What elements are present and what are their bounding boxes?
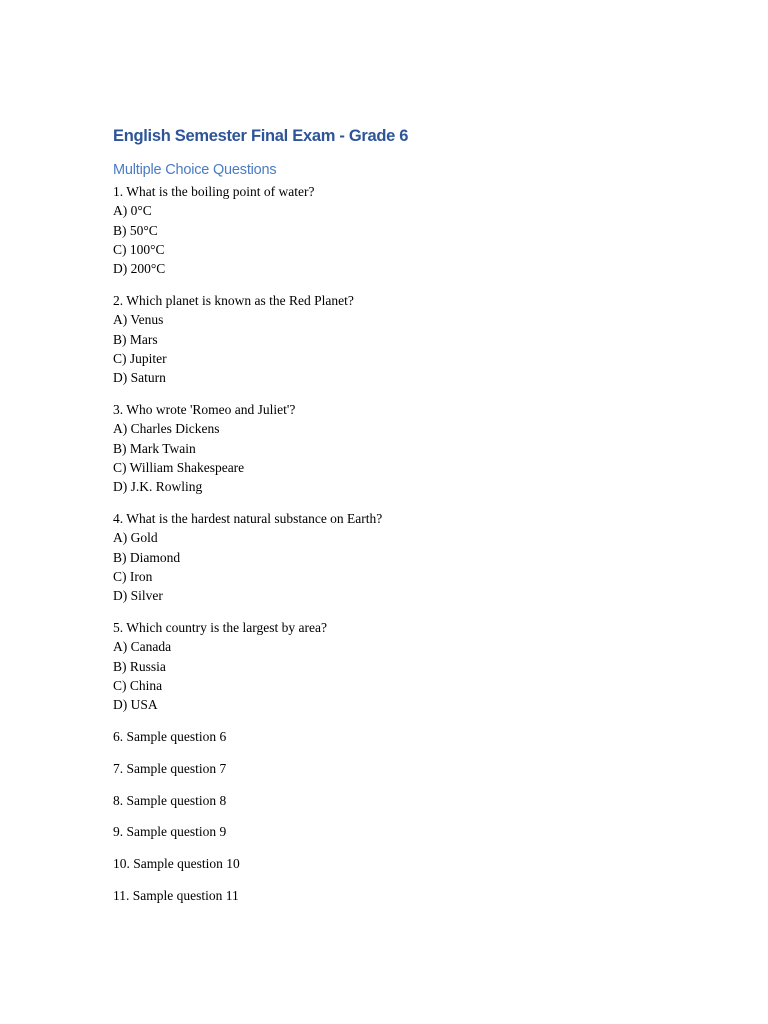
answer-option: B) Mark Twain [113, 440, 196, 456]
section-heading: Multiple Choice Questions [113, 162, 277, 178]
question-text: 3. Who wrote 'Romeo and Juliet'? [113, 401, 296, 417]
question-text: 1. What is the boiling point of water? [113, 184, 315, 199]
question-11 [113, 886, 713, 905]
question-text: 5. Which country is the largest by area? [113, 619, 327, 635]
answer-option: A) Venus [113, 312, 164, 328]
question-list [113, 182, 713, 905]
question-text: 2. Which planet is known as the Red Planet? [113, 292, 354, 308]
answer-option: C) 100°C [113, 241, 165, 257]
question-text: 4. What is the hardest natural substance on Earth? [113, 510, 383, 526]
question-9 [113, 822, 713, 841]
question-3 [113, 400, 713, 496]
answer-option: D) Saturn [113, 370, 166, 386]
question-text: 10. Sample question 10 [113, 856, 240, 872]
answer-option: D) 200°C [113, 261, 166, 277]
answer-option: D) J.K. Rowling [113, 479, 203, 495]
question-text: 6. Sample question 6 [113, 728, 227, 744]
answer-option: C) China [113, 677, 163, 693]
answer-option: D) Silver [113, 588, 163, 604]
answer-option: C) Jupiter [113, 350, 167, 366]
question-2 [113, 291, 713, 387]
question-1 [113, 182, 713, 278]
question-text: 9. Sample question 9 [113, 824, 227, 840]
question-text: 11. Sample question 11 [113, 887, 239, 903]
question-7 [113, 759, 713, 778]
answer-option: D) USA [113, 697, 158, 713]
answer-option: C) Iron [113, 568, 153, 584]
question-10 [113, 854, 713, 873]
answer-option: B) Russia [113, 658, 166, 674]
question-text: 8. Sample question 8 [113, 792, 227, 808]
answer-option: A) Charles Dickens [113, 421, 220, 437]
answer-option: B) Mars [113, 331, 158, 347]
answer-option: B) Diamond [113, 549, 181, 565]
question-4 [113, 509, 713, 605]
question-text: 7. Sample question 7 [113, 760, 227, 776]
question-8 [113, 791, 713, 810]
answer-option: A) Gold [113, 530, 158, 546]
document-title: English Semester Final Exam - Grade 6 [113, 127, 409, 145]
answer-option: A) Canada [113, 639, 172, 655]
question-5 [113, 618, 713, 714]
answer-option: C) William Shakespeare [113, 459, 245, 475]
question-6 [113, 727, 713, 746]
document-page [113, 124, 713, 918]
answer-option: B) 50°C [113, 222, 158, 238]
answer-option: A) 0°C [113, 203, 152, 219]
